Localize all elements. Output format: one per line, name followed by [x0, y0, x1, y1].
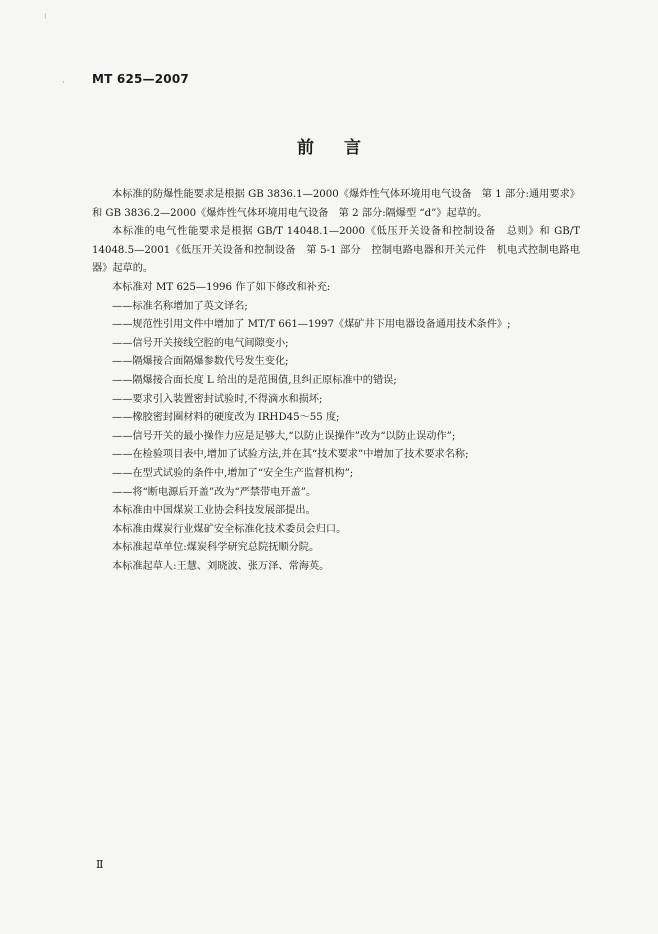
document-body [92, 186, 580, 576]
paragraph: 本标准的电气性能要求是根据 GB/T 14048.1—2000《低压开关设备和控制设备 总则》和 GB/T 14048.5—2001《低压开关设备和控制设备 第 5-1 部分 控制电路电器和开关元件 机电式控制电路电器》起草的。 [92, 226, 580, 275]
list-item: ——标准名称增加了英文译名; [112, 300, 248, 312]
list-item: ——橡胶密封圈材料的硬度改为 IRHD45～55 度; [112, 412, 340, 424]
paragraph: 本标准由煤炭行业煤矿安全标准化技术委员会归口。 [112, 523, 347, 535]
list-item: ——要求引入装置密封试验时,不得滴水和损坏; [112, 393, 323, 405]
page-title: 前言 [297, 138, 391, 158]
paragraph: 本标准起草单位:煤炭科学研究总院抚顺分院。 [112, 542, 320, 554]
scan-mark: · [62, 78, 65, 87]
list-item: ——规范性引用文件中增加了 MT/T 661—1997《煤矿井下用电器设备通用技术条件》; [112, 319, 511, 331]
paragraph: 本标准的防爆性能要求是根据 GB 3836.1—2000《爆炸性气体环境用电气设备 第 1 部分:通用要求》和 GB 3836.2—2000《爆炸性气体环境用电气设备 第 2 部分:隔爆型 “d”》起草的。 [92, 189, 580, 219]
list-item: ——隔爆接合面隔爆参数代号发生变化; [112, 356, 289, 368]
list-item: ——在型式试验的条件中,增加了“安全生产监督机构”; [112, 467, 354, 479]
list-item: ——信号开关的最小操作力应是足够大,“以防止误操作”改为“以防止误动作”; [112, 430, 456, 442]
paragraph: 本标准由中国煤炭工业协会科技发展部提出。 [112, 505, 316, 517]
standard-code: MT 625—2007 [92, 72, 189, 86]
paragraph: 本标准对 MT 625—1996 作了如下修改和补充: [112, 281, 331, 293]
list-item: ——在检验项目表中,增加了试验方法,并在其“技术要求”中增加了技术要求名称; [112, 449, 469, 461]
list-item: ——隔爆接合面长度 L 给出的是范围值,且纠正原标准中的错误; [112, 374, 397, 386]
page-number: Ⅱ [96, 858, 104, 871]
list-item: ——信号开关接线空腔的电气间隙变小; [112, 337, 289, 349]
paragraph: 本标准起草人:王慧、刘晓波、张万泽、常海英。 [112, 560, 330, 572]
scan-mark: ⁝ [44, 12, 47, 21]
list-item: ——将“断电源后开盖”改为“严禁带电开盖”。 [112, 486, 317, 498]
